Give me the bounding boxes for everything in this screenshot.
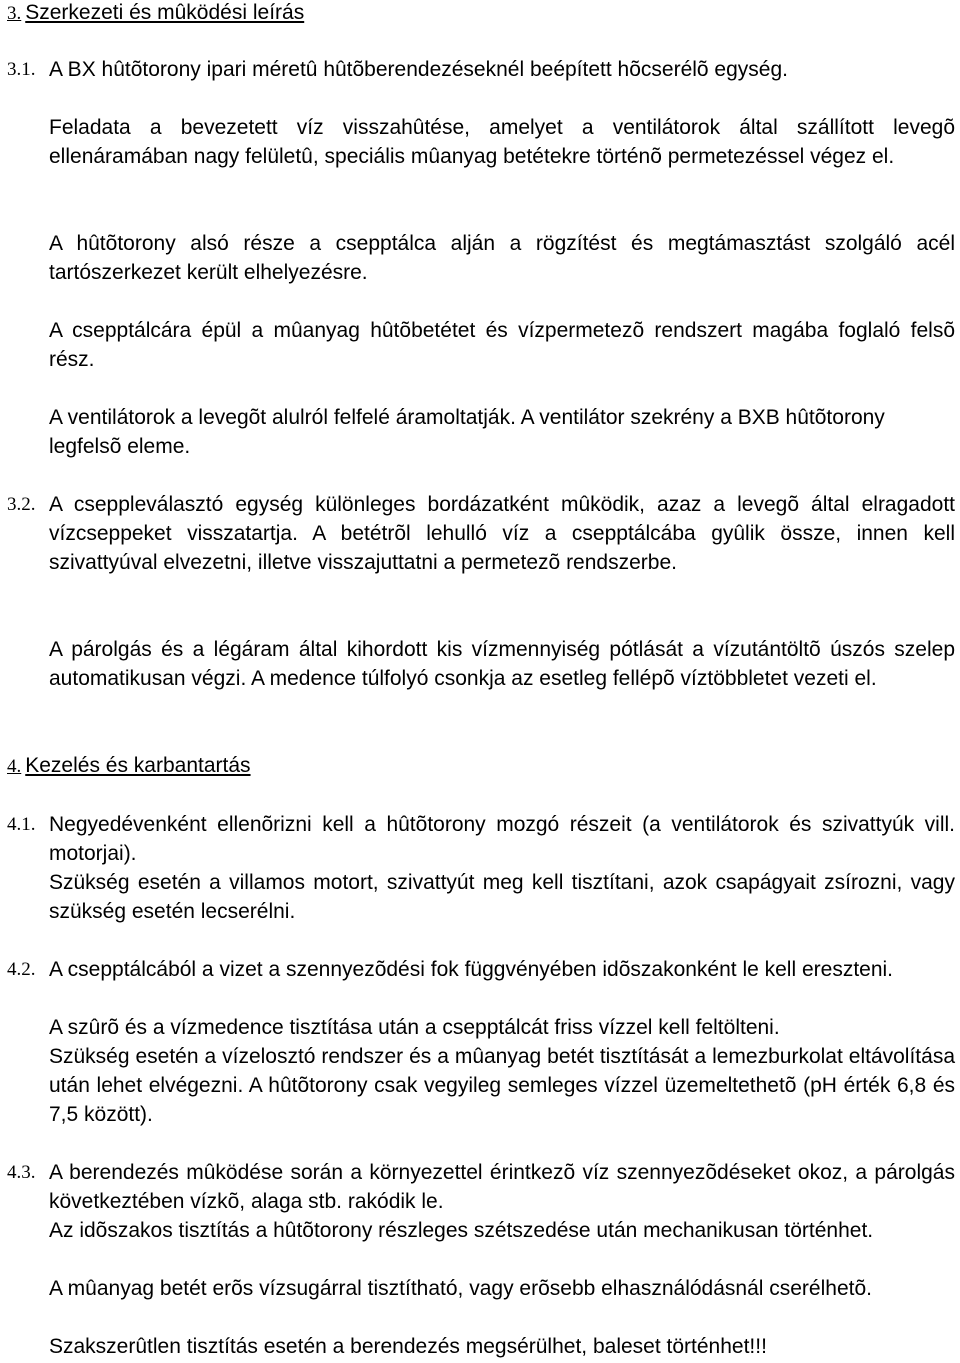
item-4-1-paragraph-1: Negyedévenként ellenõrizni kell a hûtõtorony mozgó részeit (a ventilátorok és szivattyúk vill. motorjai).	[49, 813, 955, 865]
item-4-2-paragraph-2: A szûrõ és a vízmedence tisztítása után a csepptálcát friss vízzel kell feltölteni.	[49, 1016, 780, 1039]
item-3-1-number: 3.1.	[7, 59, 36, 80]
item-4-2-paragraph-1: A csepptálcából a vizet a szennyezõdési fok függvényében idõszakonként le kell ereszteni.	[49, 958, 894, 981]
item-4-2-number: 4.2.	[7, 959, 36, 980]
item-4-3-paragraph-3: A mûanyag betét erõs vízsugárral tisztítható, vagy erõsebb elhasználódásnál cserélhetõ.	[49, 1277, 872, 1300]
item-3-1-paragraph-2: A hûtõtorony alsó része a csepptálca alján a rögzítést és megtámasztást szolgáló acél tartószerkezet került elhelyezésre.	[49, 232, 955, 284]
item-4-3-paragraph-2: Az idõszakos tisztítás a hûtõtorony részleges szétszedése után mechanikusan történhet.	[49, 1219, 874, 1242]
item-3-1-paragraph-3: A csepptálcára épül a mûanyag hûtõbetétet és vízpermetezõ rendszert magába foglaló felsõ rész.	[49, 319, 955, 371]
item-4-3-number: 4.3.	[7, 1162, 36, 1183]
item-3-1-paragraph-4: A ventilátorok a levegõt alulról felfelé áramoltatják. A ventilátor szekrény a BXB hûtõtorony legfelsõ eleme.	[49, 406, 885, 458]
item-4-2-paragraph-3: Szükség esetén a vízelosztó rendszer és a mûanyag betét tisztítását a lemezburkolat eltávolítása után lehet elvégezni. A hûtõtorony csak vegyileg semleges vízzel üzemeltethetõ (pH érték 6,8 és 7,5 között).	[49, 1045, 955, 1126]
section-3-number: 3.	[7, 3, 22, 24]
item-4-1-paragraph-2: Szükség esetén a villamos motort, szivattyút meg kell tisztítani, azok csapágyait zsírozni, vagy szükség esetén lecserélni.	[49, 871, 955, 923]
item-4-3-paragraph-4: Szakszerûtlen tisztítás esetén a berendezés megsérülhet, baleset történhet!!!	[49, 1335, 767, 1358]
item-3-1-intro: A BX hûtõtorony ipari méretû hûtõberendezéseknél beépített hõcserélõ egység.	[49, 58, 788, 81]
item-3-2-number: 3.2.	[7, 494, 36, 515]
section-3-title: Szerkezeti és mûködési leírás	[25, 1, 305, 24]
item-4-1-number: 4.1.	[7, 814, 36, 835]
item-3-1-paragraph-1: Feladata a bevezetett víz visszahûtése, amelyet a ventilátorok által szállított levegõ ellenáramában nagy felületû, speciális mûanyag betétekre történõ permetezéssel végez el.	[49, 116, 955, 168]
item-4-3-paragraph-1: A berendezés mûködése során a környezettel érintkezõ víz szennyezõdéseket okoz, a párolgás következtében vízkõ, alaga stb. rakódik le.	[49, 1161, 955, 1213]
item-3-2-paragraph-2: A párolgás és a légáram által kihordott kis vízmennyiség pótlását a vízutántöltõ úszós szelep automatikusan végzi. A medence túlfolyó csonkja az esetleg fellépõ víztöbbletet vezeti el.	[49, 638, 955, 690]
section-4-heading	[7, 751, 947, 781]
section-4-number: 4.	[7, 756, 22, 777]
section-4-title: Kezelés és karbantartás	[25, 754, 251, 777]
item-3-2-paragraph-1: A cseppleválasztó egység különleges bordázatként mûködik, azaz a levegõ által elragadott vízcseppeket visszatartja. A betétrõl lehulló víz a csepptálcába gyûlik össze, innen kell szivattyúval elvezetni, illetve visszajuttatni a permetezõ rendszerbe.	[49, 493, 955, 574]
section-3-heading	[7, 0, 947, 28]
